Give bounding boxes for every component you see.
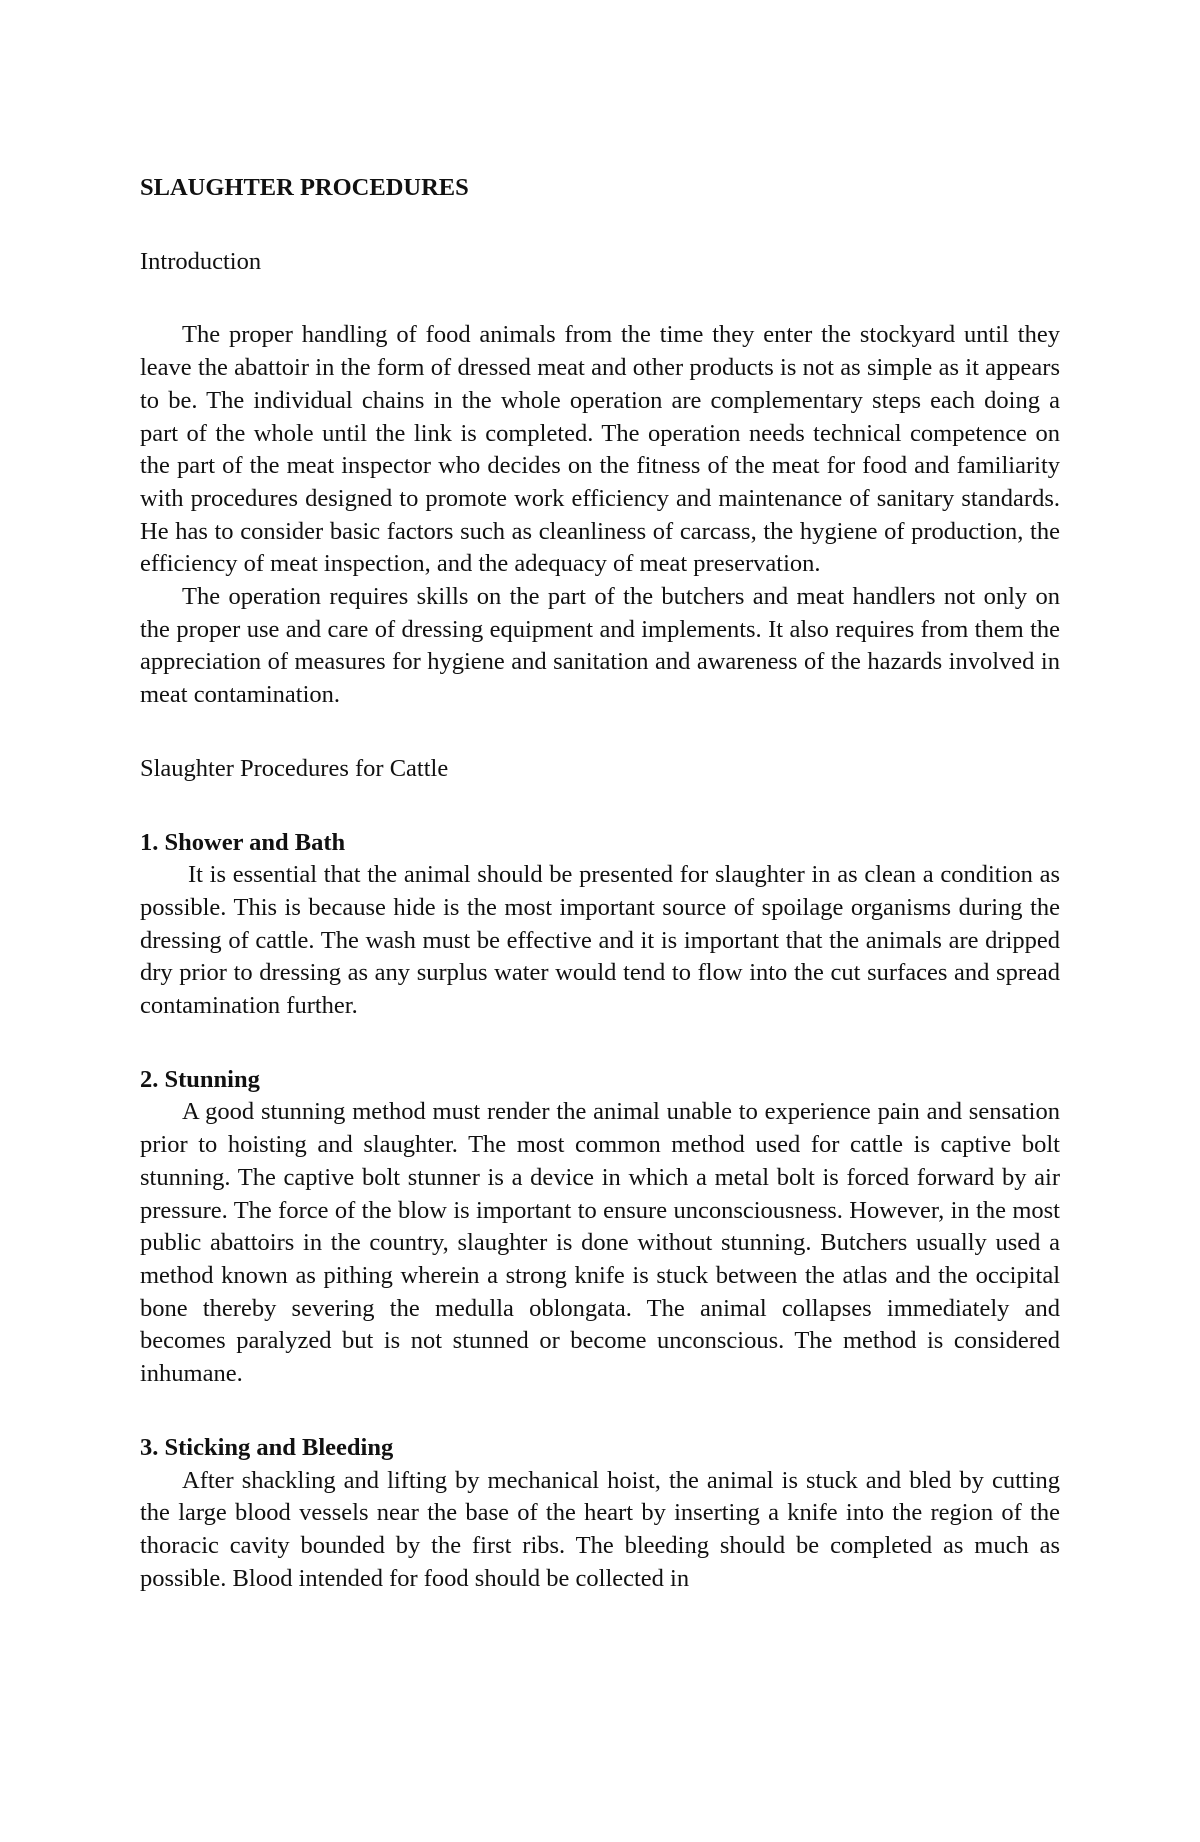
step-number: 2. [140, 1065, 159, 1093]
step-sticking-and-bleeding [140, 1432, 1060, 1596]
step-shower-and-bath [140, 827, 1060, 1023]
intro-paragraph: The operation requires skills on the part of the butchers and meat handlers not only on the proper use and care of dressing equipment and implements. It also requires from them the appreciation of measures for hygiene and sanitation and awareness of the hazards involved in meat contamination. [140, 583, 1060, 709]
step-title: Shower and Bath [164, 828, 346, 856]
cattle-procedures-heading: Slaughter Procedures for Cattle [140, 754, 449, 782]
step-heading [140, 1432, 1060, 1465]
step-heading [140, 827, 1060, 860]
step-number: 1. [140, 828, 159, 856]
step-heading [140, 1064, 1060, 1097]
step-body: It is essential that the animal should be presented for slaughter in as clean a condition as possible. This is because hide is the most important source of spoilage organisms during the dressing of cattle. The wash must be effective and it is important that the animals are dripped dry prior to dressing as any surplus water would tend to flow into the cut surfaces and spread contamination further. [140, 861, 1060, 1020]
document-page [140, 172, 1060, 1595]
step-number: 3. [140, 1433, 159, 1461]
intro-paragraph: The proper handling of food animals from the time they enter the stockyard until they leave the abattoir in the form of dressed meat and other products is not as simple as it appears to be. The individual chains in the whole operation are complementary steps each doing a part of the whole until the link is completed. The operation needs technical competence on the part of the meat inspector who decides on the fitness of the meat for food and familiarity with procedures designed to promote work efficiency and maintenance of sanitary standards. He has to consider basic factors such as cleanliness of carcass, the hygiene of production, the efficiency of meat inspection, and the adequacy of meat preservation. [140, 321, 1060, 578]
step-title: Sticking and Bleeding [164, 1433, 394, 1461]
introduction-heading: Introduction [140, 247, 262, 275]
step-body: After shackling and lifting by mechanical hoist, the animal is stuck and bled by cutting the large blood vessels near the base of the heart by inserting a knife into the region of the thoracic cavity bounded by the first ribs. The bleeding should be completed as much as possible. Blood intended for food should be collected in [140, 1466, 1060, 1592]
step-stunning [140, 1064, 1060, 1391]
step-title: Stunning [164, 1065, 260, 1093]
document-title: SLAUGHTER PROCEDURES [140, 174, 469, 201]
step-body: A good stunning method must render the animal unable to experience pain and sensation prior to hoisting and slaughter. The most common method used for cattle is captive bolt stunning. The captive bolt stunner is a device in which a metal bolt is forced forward by air pressure. The force of the blow is important to ensure unconsciousness. However, in the most public abattoirs in the country, slaughter is done without stunning. Butchers usually used a method known as pithing wherein a strong knife is stuck between the atlas and the occipital bone thereby severing the medulla oblongata. The animal collapses immediately and becomes paralyzed but is not stunned or become unconscious. The method is considered inhumane. [140, 1098, 1060, 1388]
